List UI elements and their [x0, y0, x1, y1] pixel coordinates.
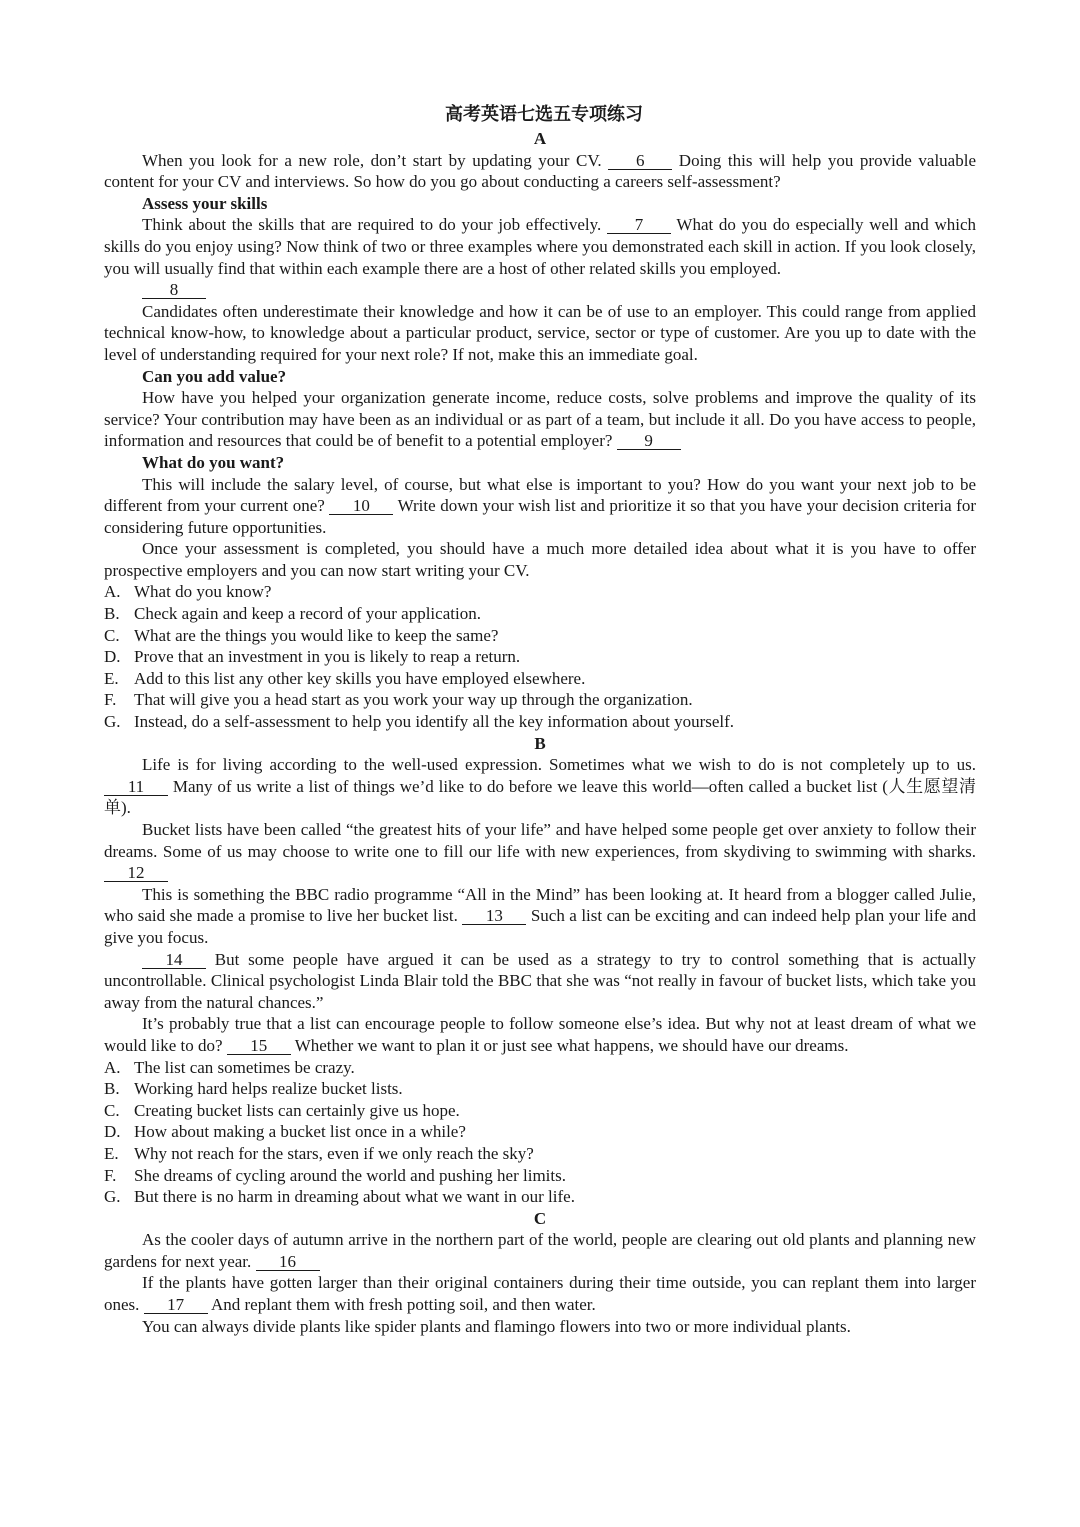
paragraph: [104, 538, 976, 581]
paragraph-text: It’s probably true that a list can encourage people to follow someone else’s idea. But why not at least dream of what we would like to do?: [104, 1014, 976, 1055]
option-text: Prove that an investment in you is likely to reap a return.: [134, 647, 521, 667]
answer-blank[interactable]: 11: [104, 778, 168, 796]
option-item: [104, 1100, 976, 1122]
paragraph-text: If the plants have gotten larger than their original containers during their time outside, you can replant them into larger ones.: [104, 1273, 976, 1315]
option-letter: D.: [104, 647, 121, 667]
paragraph-text: Doing this will help you provide valuable content for your CV and interviews. So how do you go about conducting a careers self-assessment?: [104, 150, 976, 192]
answer-blank[interactable]: 12: [104, 864, 168, 882]
answer-blank[interactable]: 16: [256, 1253, 320, 1271]
blank-line: [104, 279, 976, 301]
option-letter: G.: [104, 1187, 121, 1207]
option-letter: A.: [104, 1057, 121, 1077]
paragraph-text: Bucket lists have been called “the greatest hits of your life” and have helped some people get over anxiety to follow their dreams. Some of us may choose to write one to fill our life with new experiences, from skydiving to swimming with sharks.: [104, 820, 976, 861]
section-label: C: [533, 1208, 547, 1228]
paragraph-text: As the cooler days of autumn arrive in the northern part of the world, people are clearing out old plants and planning new gardens for next year.: [104, 1230, 976, 1271]
option-text: Creating bucket lists can certainly give us hope.: [134, 1100, 460, 1120]
paragraph: [104, 1229, 976, 1272]
paragraph-text: When you look for a new role, don’t start by updating your CV.: [142, 150, 609, 170]
option-text: Check again and keep a record of your application.: [134, 604, 481, 624]
answer-blank[interactable]: 6: [608, 152, 672, 170]
paragraph: [104, 301, 976, 366]
option-text: What do you know?: [134, 582, 272, 602]
option-item: [104, 646, 976, 668]
option-item: [104, 668, 976, 690]
option-letter: A.: [104, 582, 121, 602]
paragraph: [104, 754, 976, 819]
paragraph: [104, 214, 976, 279]
option-letter: B.: [104, 604, 120, 624]
option-item: [104, 1057, 976, 1079]
paragraph-text: This is something the BBC radio programme “All in the Mind” has been looking at. It heard from a blogger called Julie, who said she made a promise to live her bucket list.: [104, 884, 976, 926]
options-list: [104, 581, 976, 732]
answer-blank[interactable]: 10: [329, 497, 393, 515]
paragraph: [104, 819, 976, 884]
answer-blank[interactable]: 8: [142, 281, 206, 299]
option-item: [104, 689, 976, 711]
option-letter: F.: [104, 1165, 117, 1185]
paragraph-text: Such a list can be exciting and can indeed help plan your life and give you focus.: [104, 906, 976, 947]
option-text: Why not reach for the stars, even if we only reach the sky?: [134, 1143, 534, 1163]
option-item: [104, 1143, 976, 1165]
paragraph-text: Candidates often underestimate their knowledge and how it can be of use to an employer. This could range from applied technical know-how, to knowledge about a particular product, service, sector or type of customer. Are you up to date with the level of understanding required for your next role? If not, make this an immediate goal.: [104, 301, 976, 364]
paragraph: [104, 150, 976, 193]
answer-blank[interactable]: 7: [607, 216, 671, 234]
paragraph-text: Many of us write a list of things we’d like to do before we leave this world—often called a bucket list (人生愿望清单).: [104, 776, 976, 818]
option-text: Add to this list any other key skills you have employed elsewhere.: [134, 668, 586, 688]
paragraph-text: Write down your wish list and prioritize it so that you have your decision criteria for considering future opportunities.: [104, 496, 977, 537]
option-letter: C.: [104, 625, 120, 645]
option-text: Working hard helps realize bucket lists.: [134, 1079, 403, 1099]
paragraph-text: Think about the skills that are required to do your job effectively.: [142, 215, 608, 235]
option-text: What are the things you would like to keep the same?: [134, 625, 499, 645]
option-text: But there is no harm in dreaming about what we want in our life.: [134, 1187, 575, 1207]
option-item: [104, 625, 976, 647]
answer-blank[interactable]: 17: [144, 1296, 208, 1314]
option-item: [104, 1078, 976, 1100]
option-item: [104, 581, 976, 603]
paragraph: [104, 949, 976, 1014]
subheading: Can you add value?: [142, 366, 287, 386]
section-label: A: [533, 129, 547, 148]
paragraph-text: Once your assessment is completed, you should have a much more detailed idea about what it is you have to offer prospective employers and you can now start writing your CV.: [104, 539, 976, 580]
option-letter: E.: [104, 668, 119, 688]
document-title: 高考英语七选五专项练习: [445, 104, 643, 124]
option-letter: B.: [104, 1079, 120, 1099]
paragraph-text: What do you do especially well and which skills do you enjoy using? Now think of two or three examples where you demonstrated each skill in action. If you look closely, you will usually find that within each example there are a host of other related skills you employed.: [104, 215, 976, 278]
passages-container: [104, 128, 976, 1337]
option-text: How about making a bucket list once in a while?: [134, 1122, 466, 1142]
option-item: [104, 1121, 976, 1143]
options-list: [104, 1057, 976, 1208]
paragraph-text: Whether we want to plan it or just see what happens, we should have our dreams.: [290, 1035, 849, 1055]
option-letter: C.: [104, 1100, 120, 1120]
option-text: The list can sometimes be crazy.: [134, 1057, 355, 1077]
paragraph: [104, 1013, 976, 1056]
answer-blank[interactable]: 14: [142, 951, 206, 969]
paragraph-text: And replant them with fresh potting soil, and then water.: [207, 1295, 596, 1315]
paragraph-text: How have you helped your organization generate income, reduce costs, solve problems and improve the quality of its service? Your contribution may have been as an individual or as part of a team, but include it all. Do you have access to people, information and resources that could be of benefit to a potential employer?: [104, 388, 976, 451]
answer-blank[interactable]: 13: [462, 907, 526, 925]
option-text: That will give you a head start as you work your way up through the organization.: [134, 690, 693, 710]
paragraph: [104, 474, 976, 539]
paragraph-text: This will include the salary level, of course, but what else is important to you? How do you want your next job to be different from your current one?: [104, 474, 976, 516]
option-item: [104, 603, 976, 625]
paragraph-text: Life is for living according to the well-used expression. Sometimes what we wish to do is not completely up to us.: [142, 755, 976, 775]
option-letter: F.: [104, 690, 117, 710]
option-item: [104, 711, 976, 733]
paragraph-text: But some people have argued it can be used as a strategy to try to control something that is actually uncontrollable. Clinical psychologist Linda Blair told the BBC that she was “not really in favour of bucket lists, which take you away from the natural chances.”: [104, 949, 976, 1012]
answer-blank[interactable]: 15: [227, 1037, 291, 1055]
answer-blank[interactable]: 9: [617, 432, 681, 450]
section-label: B: [534, 733, 546, 753]
option-letter: G.: [104, 712, 121, 732]
option-text: She dreams of cycling around the world and pushing her limits.: [134, 1165, 566, 1185]
option-text: Instead, do a self-assessment to help you identify all the key information about yourself.: [134, 712, 735, 732]
subheading: What do you want?: [142, 452, 285, 472]
paragraph: [104, 387, 976, 452]
subheading: Assess your skills: [142, 193, 268, 213]
option-item: [104, 1186, 976, 1208]
paragraph: [104, 1272, 976, 1315]
paragraph: [104, 1316, 976, 1338]
option-letter: E.: [104, 1143, 119, 1163]
option-item: [104, 1165, 976, 1187]
paragraph-text: You can always divide plants like spider plants and flamingo flowers into two or more individual plants.: [142, 1316, 851, 1336]
paragraph: [104, 884, 976, 949]
option-letter: D.: [104, 1122, 121, 1142]
